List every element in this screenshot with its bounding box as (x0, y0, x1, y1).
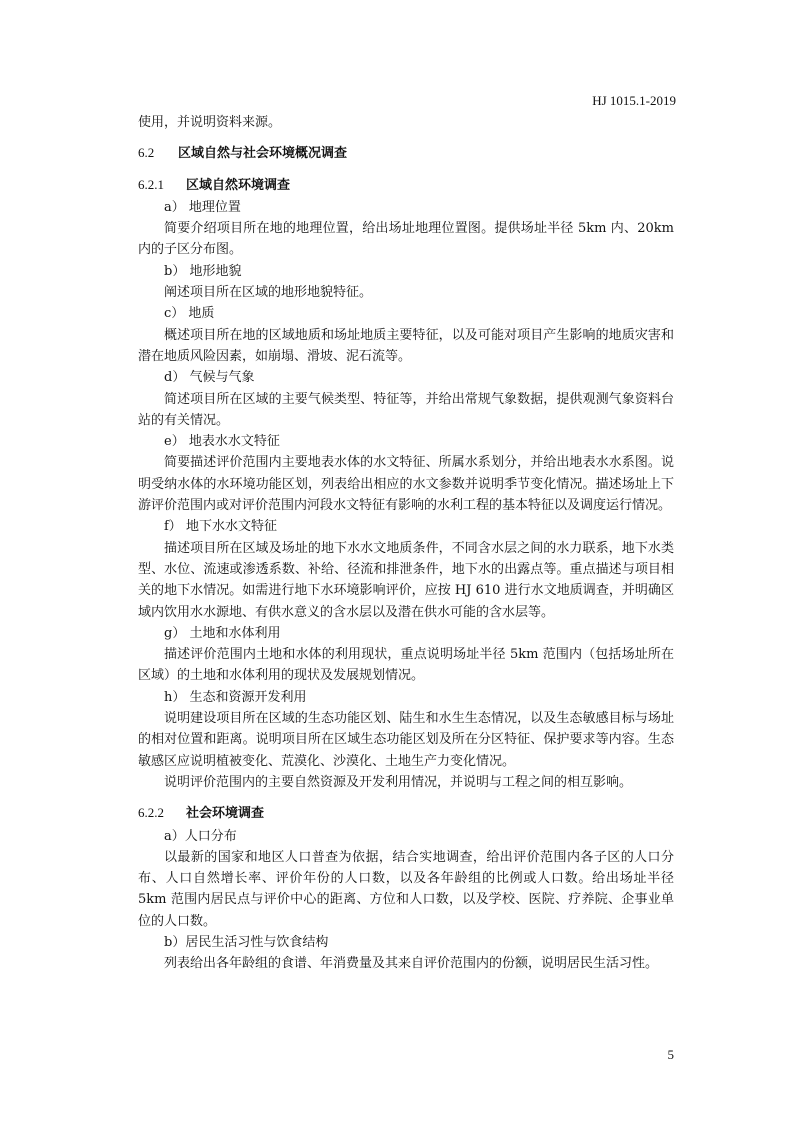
item-label: e） 地表水水文特征 (164, 434, 280, 450)
item-paragraph: 简述项目所在区域的主要气候类型、特征等，并给出常规气象数据，提供观测气象资料台站的有关情况。 (138, 391, 674, 428)
section-number: 6.2.2 (138, 805, 164, 821)
item-label: b） 地形地貌 (164, 263, 242, 279)
item-label: c） 地质 (164, 306, 215, 322)
section-number: 6.2.1 (138, 176, 164, 192)
item-label: a） 地理位置 (164, 199, 241, 215)
page-content (138, 112, 674, 975)
page-number: 5 (667, 1047, 674, 1062)
section-title: 区域自然环境调查 (186, 177, 291, 193)
section-heading-6-2-1 (138, 174, 674, 196)
item-paragraph: 列表给出各年龄组的食谱、年消费量及其来自评价范围内的份额，说明居民生活习性。 (164, 956, 659, 972)
item-paragraph: 以最新的国家和地区人口普查为依据，结合实地调查，给出评价范围内各子区的人口分布、人口自然增长率、评价年份的人口数，以及各年龄组的比例或人口数。给出场址半径 5km 范围内居民点与评价中心的距离、方位和人口数，以及学校、医院、疗养院、企事业单位的人口数。 (138, 849, 674, 929)
item-paragraph: 概述项目所在地的区域地质和场址地质主要特征，以及可能对项目产生影响的地质灾害和潜在地质风险因素，如崩塌、滑坡、泥石流等。 (138, 327, 674, 364)
item-paragraph: 说明建设项目所在区域的生态功能区划、陆生和水生生态情况，以及生态敏感目标与场址的相对位置和距离。说明项目所在区域生态功能区划及所在分区特征、保护要求等内容。生态敏感区应说明植被变化、荒漠化、沙漠化、土地生产力变化情况。 (138, 711, 674, 769)
item-label: d） 气候与气象 (164, 370, 255, 386)
item-label: g） 土地和水体利用 (164, 625, 281, 641)
intro-text: 使用，并说明资料来源。 (138, 115, 282, 130)
item-paragraph: 描述评价范围内土地和水体的利用现状，重点说明场址半径 5km 范围内（包括场址所在区域）的土地和水体利用的现状及发展规划情况。 (138, 647, 674, 684)
item-label: a）人口分布 (164, 828, 237, 844)
section-heading-6-2-2 (138, 802, 674, 824)
natural-environment-list (138, 197, 674, 793)
item-label: b）居民生活习性与饮食结构 (164, 934, 329, 950)
item-paragraph: 简要描述评价范围内主要地表水体的水文特征、所属水系划分，并给出地表水水系图。说明受纳水体的水环境功能区划，列表给出相应的水文参数并说明季节变化情况。描述场址上下游评价范围内或对评价范围内河段水文特征有影响的水利工程的基本特征以及调度运行情况。 (138, 455, 674, 514)
section-heading-6-2 (138, 142, 674, 164)
item-paragraph: 阐述项目所在区域的地形地貌特征。 (164, 285, 373, 301)
section-title: 社会环境调查 (186, 806, 265, 822)
item-label: f） 地下水水文特征 (164, 519, 277, 535)
item-paragraph: 说明评价范围内的主要自然资源及开发利用情况，并说明与工程之间的相互影响。 (164, 774, 633, 790)
social-environment-list (138, 826, 674, 975)
item-label: h） 生态和资源开发利用 (164, 689, 307, 705)
item-paragraph: 描述项目所在区域及场址的地下水水文地质条件，不同含水层之间的水力联系，地下水类型、水位、流速或渗透系数、补给、径流和排泄条件，地下水的出露点等。重点描述与项目相关的地下水情况。如需进行地下水环境影响评价，应按 HJ 610 进行水文地质调查，并明确区域内饮用水水源地、有供水意义的含水层以及潜在供水可能的含水层等。 (138, 540, 674, 620)
document-code: HJ 1015.1-2019 (592, 93, 676, 108)
item-paragraph: 简要介绍项目所在地的地理位置，给出场址地理位置图。提供场址半径 5km 内、20km 内的子区分布图。 (138, 221, 674, 258)
section-title: 区域自然与社会环境概况调查 (178, 146, 348, 162)
section-number: 6.2 (138, 145, 155, 161)
